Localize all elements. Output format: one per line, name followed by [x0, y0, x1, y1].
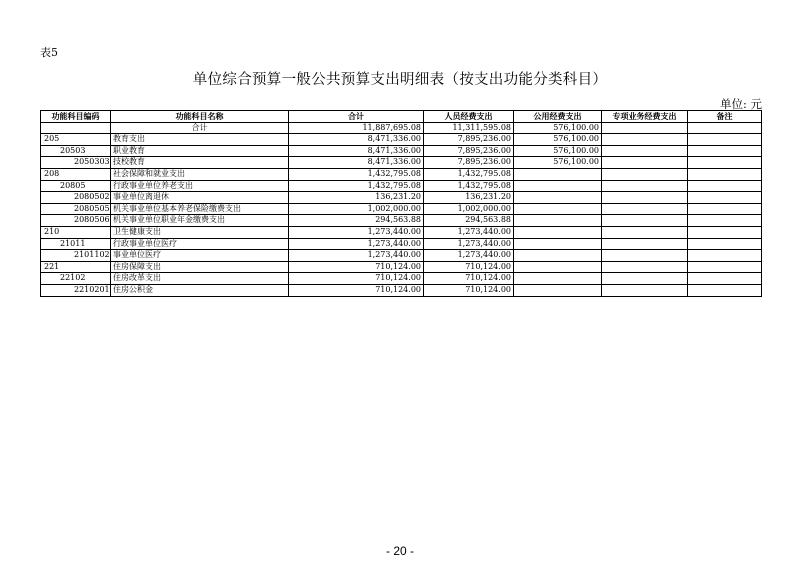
cell-code: 22102 — [41, 273, 111, 285]
cell-public — [514, 192, 602, 204]
cell-personnel: 11,311,595.08 — [424, 122, 514, 134]
cell-special — [602, 192, 688, 204]
page-number: - 20 - — [385, 544, 414, 558]
cell-special — [602, 145, 688, 157]
table-row — [41, 180, 762, 192]
cell-code: 2080502 — [41, 192, 111, 204]
cell-personnel: 7,895,236.00 — [424, 145, 514, 157]
cell-total: 136,231.20 — [289, 192, 424, 204]
cell-public — [514, 168, 602, 180]
cell-name: 住房保障支出 — [111, 261, 289, 273]
cell-note — [688, 250, 762, 262]
cell-total: 1,002,000.00 — [289, 203, 424, 215]
cell-code: 20503 — [41, 145, 111, 157]
cell-public — [514, 203, 602, 215]
cell-public — [514, 180, 602, 192]
cell-public — [514, 250, 602, 262]
cell-name: 社会保障和就业支出 — [111, 168, 289, 180]
cell-note — [688, 203, 762, 215]
cell-special — [602, 122, 688, 134]
cell-code — [41, 122, 111, 134]
cell-special — [602, 273, 688, 285]
cell-total: 11,887,695.08 — [289, 122, 424, 134]
cell-name: 住房公积金 — [111, 284, 289, 296]
cell-name: 行政事业单位医疗 — [111, 238, 289, 250]
cell-note — [688, 192, 762, 204]
cell-name: 教育支出 — [111, 134, 289, 146]
table-row — [41, 168, 762, 180]
table-row — [41, 145, 762, 157]
cell-personnel: 7,895,236.00 — [424, 134, 514, 146]
cell-special — [602, 203, 688, 215]
cell-note — [688, 261, 762, 273]
header-note: 备注 — [688, 111, 762, 123]
cell-total: 1,273,440.00 — [289, 250, 424, 262]
cell-total: 8,471,336.00 — [289, 157, 424, 169]
cell-public: 576,100.00 — [514, 157, 602, 169]
cell-name: 职业教育 — [111, 145, 289, 157]
cell-special — [602, 250, 688, 262]
cell-code: 210 — [41, 226, 111, 238]
cell-total: 8,471,336.00 — [289, 134, 424, 146]
cell-note — [688, 238, 762, 250]
cell-name: 机关事业单位职业年金缴费支出 — [111, 215, 289, 227]
header-name: 功能科目名称 — [111, 111, 289, 123]
table-row — [41, 284, 762, 296]
cell-note — [688, 284, 762, 296]
cell-name: 卫生健康支出 — [111, 226, 289, 238]
cell-personnel: 7,895,236.00 — [424, 157, 514, 169]
cell-public: 576,100.00 — [514, 134, 602, 146]
cell-public — [514, 215, 602, 227]
table-row — [41, 261, 762, 273]
cell-public: 576,100.00 — [514, 122, 602, 134]
cell-total: 710,124.00 — [289, 284, 424, 296]
cell-personnel: 710,124.00 — [424, 273, 514, 285]
cell-code: 21011 — [41, 238, 111, 250]
table-header-row — [41, 111, 762, 123]
table-body — [41, 122, 762, 296]
cell-personnel: 136,231.20 — [424, 192, 514, 204]
table-row — [41, 238, 762, 250]
cell-special — [602, 168, 688, 180]
cell-note — [688, 273, 762, 285]
cell-name: 事业单位医疗 — [111, 250, 289, 262]
cell-personnel: 1,432,795.08 — [424, 180, 514, 192]
cell-note — [688, 180, 762, 192]
table-row — [41, 203, 762, 215]
cell-public — [514, 273, 602, 285]
cell-total: 1,273,440.00 — [289, 238, 424, 250]
cell-total: 710,124.00 — [289, 261, 424, 273]
cell-note — [688, 145, 762, 157]
cell-note — [688, 157, 762, 169]
header-personnel: 人员经费支出 — [424, 111, 514, 123]
cell-public: 576,100.00 — [514, 145, 602, 157]
cell-special — [602, 157, 688, 169]
cell-personnel: 1,432,795.08 — [424, 168, 514, 180]
cell-note — [688, 122, 762, 134]
cell-code: 2080505 — [41, 203, 111, 215]
cell-personnel: 1,273,440.00 — [424, 238, 514, 250]
cell-total: 1,432,795.08 — [289, 180, 424, 192]
cell-special — [602, 215, 688, 227]
cell-total: 710,124.00 — [289, 273, 424, 285]
cell-code: 2210201 — [41, 284, 111, 296]
cell-name: 事业单位离退休 — [111, 192, 289, 204]
table-row — [41, 273, 762, 285]
cell-special — [602, 180, 688, 192]
cell-special — [602, 226, 688, 238]
cell-code: 2101102 — [41, 250, 111, 262]
unit-label: 单位: 元 — [719, 97, 762, 111]
cell-name: 机关事业单位基本养老保险缴费支出 — [111, 203, 289, 215]
document-title: 单位综合预算一般公共预算支出明细表（按支出功能分类科目） — [192, 72, 608, 88]
cell-special — [602, 284, 688, 296]
cell-note — [688, 215, 762, 227]
cell-total: 8,471,336.00 — [289, 145, 424, 157]
cell-code: 205 — [41, 134, 111, 146]
header-special: 专项业务经费支出 — [602, 111, 688, 123]
table-row — [41, 134, 762, 146]
cell-personnel: 710,124.00 — [424, 284, 514, 296]
cell-special — [602, 134, 688, 146]
cell-note — [688, 134, 762, 146]
cell-code: 208 — [41, 168, 111, 180]
table-row — [41, 157, 762, 169]
cell-name: 合计 — [111, 122, 289, 134]
header-public: 公用经费支出 — [514, 111, 602, 123]
table-number: 表5 — [40, 46, 58, 59]
cell-note — [688, 226, 762, 238]
cell-personnel: 1,002,000.00 — [424, 203, 514, 215]
header-total: 合计 — [289, 111, 424, 123]
cell-code: 221 — [41, 261, 111, 273]
table-row — [41, 250, 762, 262]
cell-personnel: 1,273,440.00 — [424, 250, 514, 262]
cell-note — [688, 168, 762, 180]
cell-public — [514, 226, 602, 238]
table-row — [41, 192, 762, 204]
cell-total: 1,432,795.08 — [289, 168, 424, 180]
cell-personnel: 294,563.88 — [424, 215, 514, 227]
cell-personnel: 1,273,440.00 — [424, 226, 514, 238]
cell-special — [602, 261, 688, 273]
cell-special — [602, 238, 688, 250]
cell-public — [514, 284, 602, 296]
cell-total: 294,563.88 — [289, 215, 424, 227]
cell-name: 住房改革支出 — [111, 273, 289, 285]
cell-total: 1,273,440.00 — [289, 226, 424, 238]
table-row — [41, 226, 762, 238]
cell-public — [514, 238, 602, 250]
cell-code: 20805 — [41, 180, 111, 192]
header-code: 功能科目编码 — [41, 111, 111, 123]
cell-code: 2050303 — [41, 157, 111, 169]
cell-personnel: 710,124.00 — [424, 261, 514, 273]
budget-table — [40, 110, 762, 297]
table-row — [41, 215, 762, 227]
cell-code: 2080506 — [41, 215, 111, 227]
cell-name: 行政事业单位养老支出 — [111, 180, 289, 192]
cell-name: 技校教育 — [111, 157, 289, 169]
cell-public — [514, 261, 602, 273]
table-row — [41, 122, 762, 134]
